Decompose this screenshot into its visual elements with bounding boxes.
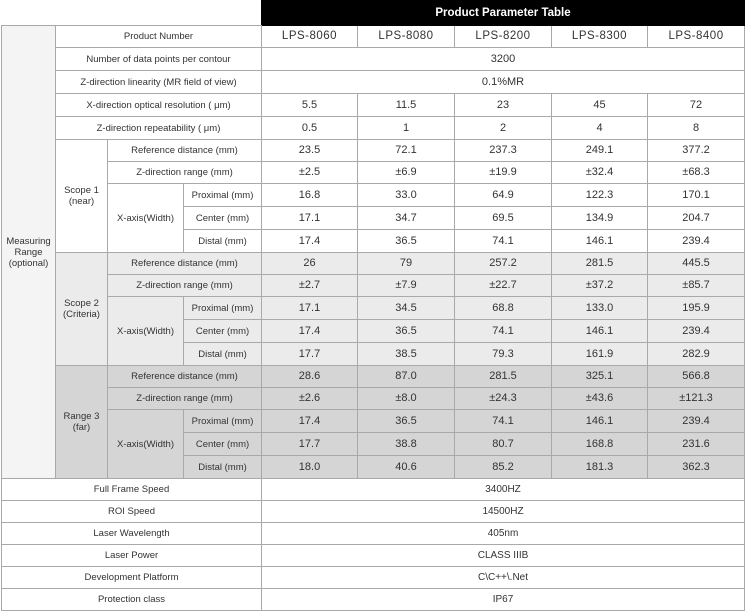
cell-value: 79.3 xyxy=(455,343,552,366)
cell-value: 23 xyxy=(455,94,552,117)
footer-row-value: 3400HZ xyxy=(262,479,745,501)
cell-value: 362.3 xyxy=(648,456,745,479)
cell-value: ±24.3 xyxy=(455,388,552,410)
footer-row-label: Laser Wavelength xyxy=(2,523,262,545)
cell-value: 146.1 xyxy=(552,410,648,433)
cell-value: 69.5 xyxy=(455,207,552,230)
cell-value: 133.0 xyxy=(552,297,648,320)
cell-value: 204.7 xyxy=(648,207,745,230)
cell-value: 33.0 xyxy=(358,184,455,207)
row-label: Proximal (mm) xyxy=(184,184,262,207)
row-label: Z-direction range (mm) xyxy=(108,388,262,410)
cell-value: 146.1 xyxy=(552,320,648,343)
cell-value: 38.5 xyxy=(358,343,455,366)
x-axis-label: X-axis(Width) xyxy=(108,410,184,479)
row-label: Number of data points per contour xyxy=(56,48,262,71)
x-axis-label: X-axis(Width) xyxy=(108,297,184,366)
cell-value: 1 xyxy=(358,117,455,140)
cell-value: 34.5 xyxy=(358,297,455,320)
cell-value: 281.5 xyxy=(552,253,648,275)
cell-value: ±121.3 xyxy=(648,388,745,410)
cell-value: 325.1 xyxy=(552,366,648,388)
measuring-range-label: Measuring Range (optional) xyxy=(2,26,56,479)
cell-value: 17.4 xyxy=(262,320,358,343)
row-label: Distal (mm) xyxy=(184,230,262,253)
cell-value: 36.5 xyxy=(358,320,455,343)
cell-value: 34.7 xyxy=(358,207,455,230)
cell-value: 64.9 xyxy=(455,184,552,207)
cell-value: 23.5 xyxy=(262,140,358,162)
cell-value: 87.0 xyxy=(358,366,455,388)
cell-value: 566.8 xyxy=(648,366,745,388)
footer-row-label: ROI Speed xyxy=(2,501,262,523)
cell-value: ±22.7 xyxy=(455,275,552,297)
cell-value: 36.5 xyxy=(358,410,455,433)
cell-value: 16.8 xyxy=(262,184,358,207)
scope-label: Scope 2 (Criteria) xyxy=(56,253,108,366)
row-label: Distal (mm) xyxy=(184,343,262,366)
model-header: LPS-8300 xyxy=(552,26,648,48)
cell-value: 38.8 xyxy=(358,433,455,456)
cell-value: 0.5 xyxy=(262,117,358,140)
cell-value: ±2.7 xyxy=(262,275,358,297)
footer-row-value: IP67 xyxy=(262,589,745,611)
cell-value: ±68.3 xyxy=(648,162,745,184)
row-label: Z-direction range (mm) xyxy=(108,275,262,297)
cell-value: 134.9 xyxy=(552,207,648,230)
x-axis-label: X-axis(Width) xyxy=(108,184,184,253)
cell-value: 17.7 xyxy=(262,433,358,456)
title-blank-cell xyxy=(2,1,262,26)
product-parameter-table xyxy=(1,0,745,611)
footer-row-label: Development Platform xyxy=(2,567,262,589)
cell-value: 377.2 xyxy=(648,140,745,162)
cell-value: 68.8 xyxy=(455,297,552,320)
cell-value: 231.6 xyxy=(648,433,745,456)
cell-value: 17.1 xyxy=(262,297,358,320)
cell-value: 45 xyxy=(552,94,648,117)
cell-value: 72 xyxy=(648,94,745,117)
cell-value: 181.3 xyxy=(552,456,648,479)
row-label: Reference distance (mm) xyxy=(108,366,262,388)
cell-value: 5.5 xyxy=(262,94,358,117)
cell-value: ±19.9 xyxy=(455,162,552,184)
cell-value: 74.1 xyxy=(455,410,552,433)
cell-value: 17.1 xyxy=(262,207,358,230)
model-header: LPS-8400 xyxy=(648,26,745,48)
cell-value: 8 xyxy=(648,117,745,140)
cell-value: 74.1 xyxy=(455,320,552,343)
cell-value: 170.1 xyxy=(648,184,745,207)
row-label: X-direction optical resolution ( μm) xyxy=(56,94,262,117)
row-label: Distal (mm) xyxy=(184,456,262,479)
cell-value: 239.4 xyxy=(648,230,745,253)
cell-value: ±43.6 xyxy=(552,388,648,410)
footer-row-label: Protection class xyxy=(2,589,262,611)
model-header: LPS-8200 xyxy=(455,26,552,48)
cell-value: 36.5 xyxy=(358,230,455,253)
footer-row-value: 405nm xyxy=(262,523,745,545)
cell-value: 2 xyxy=(455,117,552,140)
row-label: Z-direction range (mm) xyxy=(108,162,262,184)
cell-value: 122.3 xyxy=(552,184,648,207)
footer-row-label: Laser Power xyxy=(2,545,262,567)
row-label: Center (mm) xyxy=(184,207,262,230)
cell-value: 281.5 xyxy=(455,366,552,388)
row-label: Center (mm) xyxy=(184,433,262,456)
row-label: Proximal (mm) xyxy=(184,297,262,320)
row-label: Reference distance (mm) xyxy=(108,140,262,162)
cell-value: ±7.9 xyxy=(358,275,455,297)
product-number-label: Product Number xyxy=(56,26,262,48)
cell-value: ±8.0 xyxy=(358,388,455,410)
cell-value: 85.2 xyxy=(455,456,552,479)
cell-value: 257.2 xyxy=(455,253,552,275)
cell-value: ±2.5 xyxy=(262,162,358,184)
cell-value: 237.3 xyxy=(455,140,552,162)
cell-value: 195.9 xyxy=(648,297,745,320)
footer-row-value: CLASS IIIB xyxy=(262,545,745,567)
row-label: Reference distance (mm) xyxy=(108,253,262,275)
scope-label: Scope 1 (near) xyxy=(56,140,108,253)
cell-value: 239.4 xyxy=(648,320,745,343)
row-value: 3200 xyxy=(262,48,745,71)
cell-value: ±6.9 xyxy=(358,162,455,184)
cell-value: 11.5 xyxy=(358,94,455,117)
cell-value: 249.1 xyxy=(552,140,648,162)
model-header: LPS-8060 xyxy=(262,26,358,48)
cell-value: 17.7 xyxy=(262,343,358,366)
cell-value: 239.4 xyxy=(648,410,745,433)
cell-value: 17.4 xyxy=(262,410,358,433)
cell-value: ±37.2 xyxy=(552,275,648,297)
cell-value: 4 xyxy=(552,117,648,140)
cell-value: 282.9 xyxy=(648,343,745,366)
cell-value: 26 xyxy=(262,253,358,275)
cell-value: 17.4 xyxy=(262,230,358,253)
cell-value: 74.1 xyxy=(455,230,552,253)
row-label: Proximal (mm) xyxy=(184,410,262,433)
cell-value: 168.8 xyxy=(552,433,648,456)
cell-value: 28.6 xyxy=(262,366,358,388)
cell-value: 79 xyxy=(358,253,455,275)
cell-value: ±85.7 xyxy=(648,275,745,297)
cell-value: ±32.4 xyxy=(552,162,648,184)
model-header: LPS-8080 xyxy=(358,26,455,48)
cell-value: 72.1 xyxy=(358,140,455,162)
cell-value: 146.1 xyxy=(552,230,648,253)
footer-row-value: 14500HZ xyxy=(262,501,745,523)
row-label: Z-direction linearity (MR field of view) xyxy=(56,71,262,94)
cell-value: 18.0 xyxy=(262,456,358,479)
row-label: Z-direction repeatability ( μm) xyxy=(56,117,262,140)
cell-value: 161.9 xyxy=(552,343,648,366)
cell-value: 40.6 xyxy=(358,456,455,479)
cell-value: ±2.6 xyxy=(262,388,358,410)
row-label: Center (mm) xyxy=(184,320,262,343)
cell-value: 445.5 xyxy=(648,253,745,275)
footer-row-label: Full Frame Speed xyxy=(2,479,262,501)
row-value: 0.1%MR xyxy=(262,71,745,94)
cell-value: 80.7 xyxy=(455,433,552,456)
table-title: Product Parameter Table xyxy=(262,1,745,26)
scope-label: Range 3 (far) xyxy=(56,366,108,479)
footer-row-value: C\C++\.Net xyxy=(262,567,745,589)
